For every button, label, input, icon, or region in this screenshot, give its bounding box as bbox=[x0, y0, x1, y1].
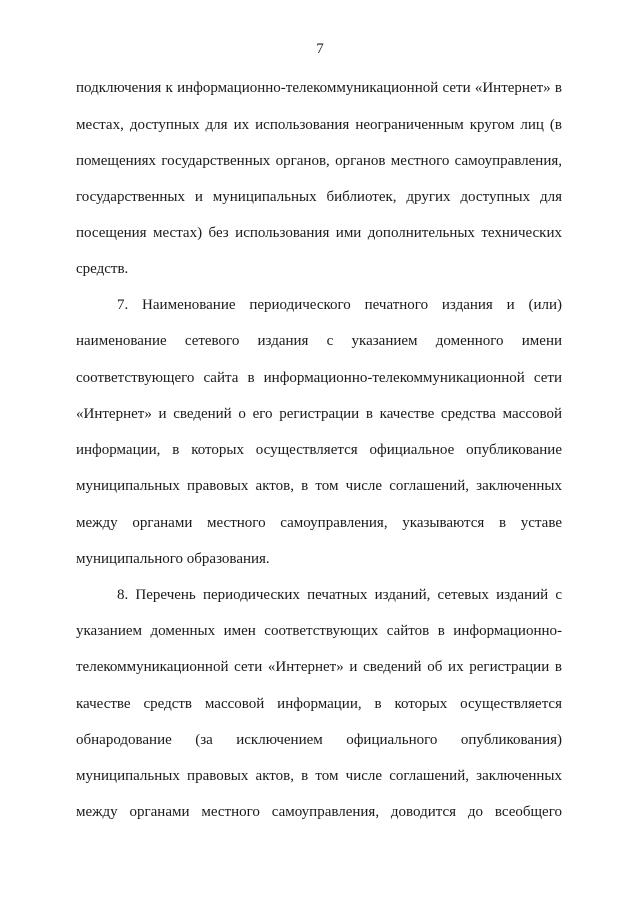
text-line: информации, в которых осуществляется официальное опубликование bbox=[76, 442, 562, 458]
text-line: средств. bbox=[76, 261, 129, 277]
text-line: качестве средств массовой информации, в которых осуществляется bbox=[76, 696, 562, 712]
text-line: телекоммуникационной сети «Интернет» и сведений об их регистрации в bbox=[76, 659, 562, 675]
text-line: муниципальных правовых актов, в том числе соглашений, заключенных bbox=[76, 478, 562, 494]
text-line: помещениях государственных органов, органов местного самоуправления, bbox=[76, 153, 562, 169]
page-number: 7 bbox=[316, 41, 324, 57]
text-line: местах, доступных для их использования неограниченным кругом лиц (в bbox=[76, 117, 562, 133]
text-line: муниципального образования. bbox=[76, 551, 270, 567]
text-line: государственных и муниципальных библиотек, других доступных для bbox=[76, 189, 562, 205]
text-line: посещения местах) без использования ими дополнительных технических bbox=[76, 225, 562, 241]
text-line: муниципальных правовых актов, в том числе соглашений, заключенных bbox=[76, 768, 562, 784]
text-line: между органами местного самоуправления, доводится до всеобщего bbox=[76, 804, 562, 820]
paragraph-7-first-line: 7. Наименование периодического печатного издания и (или) bbox=[117, 297, 562, 313]
text-line: наименование сетевого издания с указанием доменного имени bbox=[76, 333, 562, 349]
text-line: соответствующего сайта в информационно-телекоммуникационной сети bbox=[76, 370, 562, 386]
text-line: подключения к информационно-телекоммуникационной сети «Интернет» в bbox=[76, 80, 562, 96]
text-line: «Интернет» и сведений о его регистрации в качестве средства массовой bbox=[76, 406, 562, 422]
text-line: указанием доменных имен соответствующих сайтов в информационно- bbox=[76, 623, 562, 639]
text-line: между органами местного самоуправления, указываются в уставе bbox=[76, 515, 562, 531]
text-line: обнародование (за исключением официального опубликования) bbox=[76, 732, 562, 748]
paragraph-8-first-line: 8. Перечень периодических печатных изданий, сетевых изданий с bbox=[117, 587, 562, 603]
